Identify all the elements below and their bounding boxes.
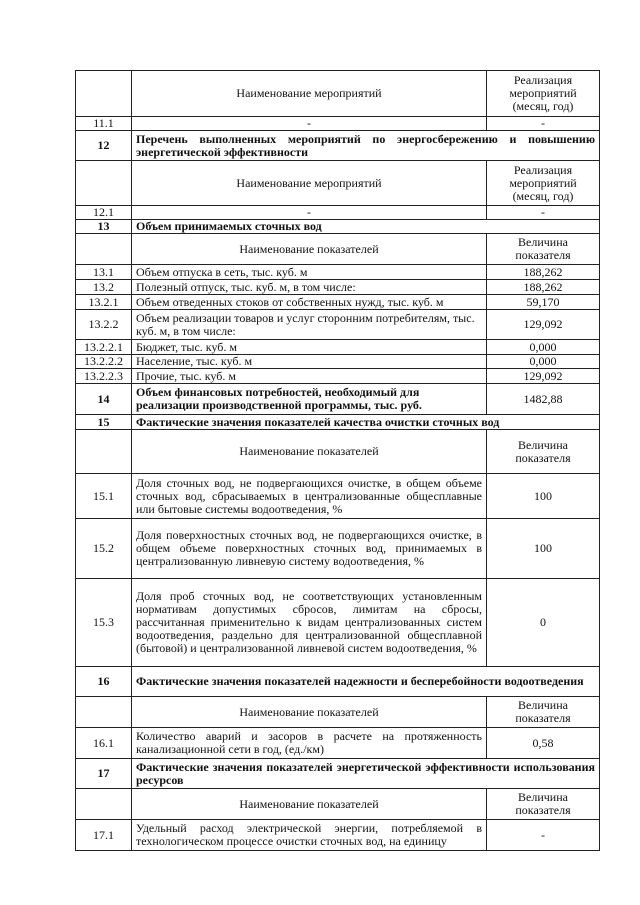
row-description: Прочие, тыс. куб. м	[132, 369, 487, 384]
table-row	[76, 280, 600, 295]
section-title: Фактические значения показателей надежности и бесперебойности водоотведения	[132, 667, 600, 697]
row-number: 16.1	[76, 728, 132, 759]
row-number: 13.2	[76, 280, 132, 295]
row-number: 11.1	[76, 117, 132, 131]
row-number: 14	[76, 384, 132, 415]
column-header-name: Наименование показателей	[132, 697, 487, 728]
section-title: Фактические значения показателей энергетической эффективности использования ресурсов	[132, 759, 600, 789]
table-row	[76, 340, 600, 355]
table-row	[76, 310, 600, 340]
row-value: 0,000	[487, 355, 600, 369]
table-row	[76, 384, 600, 415]
table-row	[76, 789, 600, 820]
column-header-value: Величина показателя	[487, 789, 600, 820]
document-page	[75, 70, 599, 851]
row-value: 100	[487, 519, 600, 579]
row-number: 15.1	[76, 474, 132, 519]
row-number: 13.1	[76, 265, 132, 280]
row-value: -	[487, 117, 600, 131]
column-header-value: Величина показателя	[487, 234, 600, 265]
row-value: -	[487, 820, 600, 851]
table-row	[76, 369, 600, 384]
table-row	[76, 71, 600, 117]
row-title: Объем финансовых потребностей, необходимый для реализации производственной программы, тыс. руб.	[132, 384, 487, 415]
row-number: 13.2.1	[76, 295, 132, 310]
row-number: 17.1	[76, 820, 132, 851]
table-row	[76, 220, 600, 234]
section-title: Объем принимаемых сточных вод	[132, 220, 600, 234]
row-number	[76, 697, 132, 728]
row-description: Количество аварий и засоров в расчете на протяженность канализационной сети в год, (ед./км)	[132, 728, 487, 759]
row-description: Доля проб сточных вод, не соответствующих установленным нормативам допустимых сбросов, лимитам на сбросы, рассчитанная применительно к видам централизованных систем водоотведения, раздельно для централизованной общесплавной (бытовой) и централизованной ливневой систем водоотведения, %	[132, 579, 487, 667]
table-row	[76, 265, 600, 280]
column-header-name: Наименование показателей	[132, 234, 487, 265]
row-description: Бюджет, тыс. куб. м	[132, 340, 487, 355]
row-number: 13	[76, 220, 132, 234]
row-description: Объем отведенных стоков от собственных нужд, тыс. куб. м	[132, 295, 487, 310]
row-number	[76, 234, 132, 265]
row-value: -	[487, 206, 600, 220]
column-header-name: Наименование показателей	[132, 789, 487, 820]
row-number	[76, 71, 132, 117]
row-value: 129,092	[487, 369, 600, 384]
section-title: Перечень выполненных мероприятий по энергосбережению и повышению энергетической эффективности	[132, 131, 600, 161]
row-value: 0,000	[487, 340, 600, 355]
row-description: -	[132, 117, 487, 131]
row-description: Объем реализации товаров и услуг сторонним потребителям, тыс. куб. м, в том числе:	[132, 310, 487, 340]
row-number: 12.1	[76, 206, 132, 220]
row-number: 13.2.2.2	[76, 355, 132, 369]
production-program-table	[75, 70, 600, 851]
table-row	[76, 697, 600, 728]
table-row	[76, 759, 600, 789]
row-value: 0,58	[487, 728, 600, 759]
row-number: 15	[76, 415, 132, 430]
table-row	[76, 355, 600, 369]
column-header-value: Величина показателя	[487, 697, 600, 728]
column-header-name: Наименование мероприятий	[132, 161, 487, 206]
table-row	[76, 519, 600, 579]
column-header-name: Наименование показателей	[132, 430, 487, 474]
table-row	[76, 415, 600, 430]
column-header-value: Величина показателя	[487, 430, 600, 474]
row-description: Удельный расход электрической энергии, потребляемой в технологическом процессе очистки сточных вод, на единицу	[132, 820, 487, 851]
table-row	[76, 234, 600, 265]
table-row	[76, 474, 600, 519]
table-body	[76, 71, 600, 851]
row-value: 1482,88	[487, 384, 600, 415]
row-number: 12	[76, 131, 132, 161]
row-description: Доля поверхностных сточных вод, не подвергающихся очистке, в общем объеме поверхностных сточных вод, принимаемых в централизованную ливневую систему водоотведения, %	[132, 519, 487, 579]
column-header-value: Реализация мероприятий (месяц, год)	[487, 71, 600, 117]
row-number	[76, 430, 132, 474]
table-row	[76, 295, 600, 310]
table-row	[76, 430, 600, 474]
row-number	[76, 789, 132, 820]
row-description: Доля сточных вод, не подвергающихся очистке, в общем объеме сточных вод, сбрасываемых в централизованные общесплавные или бытовые системы водоотведения, %	[132, 474, 487, 519]
row-description: Объем отпуска в сеть, тыс. куб. м	[132, 265, 487, 280]
row-description: Полезный отпуск, тыс. куб. м, в том числе:	[132, 280, 487, 295]
table-row	[76, 206, 600, 220]
table-row	[76, 161, 600, 206]
row-number: 16	[76, 667, 132, 697]
table-row	[76, 820, 600, 851]
table-row	[76, 131, 600, 161]
row-description: Население, тыс. куб. м	[132, 355, 487, 369]
row-number: 13.2.2.1	[76, 340, 132, 355]
table-row	[76, 579, 600, 667]
row-value: 129,092	[487, 310, 600, 340]
row-value: 0	[487, 579, 600, 667]
row-value: 59,170	[487, 295, 600, 310]
row-description: -	[132, 206, 487, 220]
row-number	[76, 161, 132, 206]
table-row	[76, 117, 600, 131]
row-value: 188,262	[487, 280, 600, 295]
row-number: 15.3	[76, 579, 132, 667]
column-header-value: Реализация мероприятий (месяц, год)	[487, 161, 600, 206]
section-title: Фактические значения показателей качества очистки сточных вод	[132, 415, 600, 430]
row-value: 100	[487, 474, 600, 519]
row-number: 13.2.2.3	[76, 369, 132, 384]
row-number: 15.2	[76, 519, 132, 579]
table-row	[76, 728, 600, 759]
row-value: 188,262	[487, 265, 600, 280]
table-row	[76, 667, 600, 697]
row-number: 13.2.2	[76, 310, 132, 340]
column-header-name: Наименование мероприятий	[132, 71, 487, 117]
row-number: 17	[76, 759, 132, 789]
